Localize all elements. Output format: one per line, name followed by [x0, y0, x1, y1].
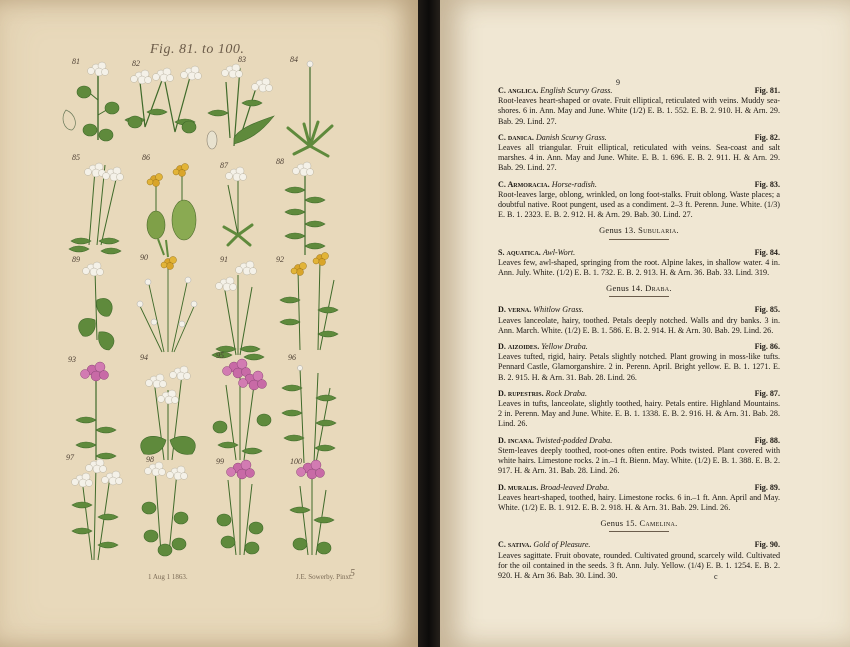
entry-title [498, 342, 588, 352]
entry-title [498, 86, 612, 96]
entry-description: Leaves few, awl-shaped, springing from the root. Alpine lakes, in shallow water. 4 in. Ann. July. White. (1/2) E. B. 1. 732. E. B. 2. 913. H. & Arn. 36. Bab. 33. Lind. 319. [498, 257, 780, 278]
figure-number: 82 [132, 59, 140, 68]
common-name: Awl-Wort. [542, 247, 576, 257]
common-name: Twisted-podded Draba. [535, 435, 613, 445]
entry-description: Leaves all triangular. Fruit elliptical, reticulated with veins. Sea-coast and salt marshes. 4 in. Ann. May and June. White. E. B. 1. 696. E. B. 2. 911. H. & Arn. 29. Bab. 29. Lind. 27. [498, 143, 780, 173]
genus-name: Subularia. [638, 226, 679, 236]
genus-heading-15 [498, 519, 780, 532]
entry-heading [498, 389, 780, 399]
genus-name: Camelina. [639, 519, 678, 529]
plate-date-caption: 1 Aug 1 1863. [148, 573, 188, 581]
plant-fig-99 [217, 460, 263, 555]
entries-camelina [498, 540, 780, 581]
figure-reference: Fig. 87. [754, 388, 780, 398]
common-name: Broad-leaved Draba. [540, 482, 610, 492]
entry-title [498, 305, 584, 315]
plant-fig-84 [288, 61, 332, 156]
figure-number: 94 [140, 353, 148, 362]
figure-number: 96 [288, 353, 296, 362]
plant-fig-81 [63, 62, 119, 141]
species-name: C. danica. [498, 132, 534, 142]
figure-number: 95 [216, 351, 224, 360]
entries-cochlearia [498, 86, 780, 220]
common-name: Gold of Pleasure. [533, 540, 591, 550]
figure-reference: Fig. 81. [754, 86, 780, 95]
plate-title: Fig. 81. to 100. [150, 42, 245, 57]
plant-fig-83 [207, 64, 274, 149]
species-name: C. sativa. [498, 540, 532, 550]
figure-number: 83 [238, 55, 246, 64]
figure-number: 88 [276, 157, 284, 166]
figure-number: 84 [290, 55, 298, 64]
figure-number: 86 [142, 153, 150, 162]
plant-fig-85 [69, 163, 124, 254]
species-entry [498, 483, 780, 514]
entry-description: Leaves lanceolate, hairy, toothed. Petals deeply notched. Walls and dry banks. 3 in. Ann. March. White. (1/2) E. B. 1. 586. E. B. 2. 914. H. & Arn. 30. Bab. 29. Lind. 26. [498, 315, 780, 335]
divider [609, 531, 669, 532]
figure-number: 98 [146, 455, 154, 464]
entry-heading [498, 180, 780, 190]
entry-heading [498, 248, 780, 258]
figure-reference: Fig. 86. [754, 342, 780, 352]
figure-reference: Fig. 88. [754, 435, 780, 445]
species-name: D. muralis. [498, 482, 539, 492]
plant-fig-92 [280, 253, 338, 351]
plant-fig-96 [282, 366, 336, 464]
plate-corner-mark: 5 [350, 568, 355, 579]
figure-reference: Fig. 90. [754, 540, 780, 550]
species-entry [498, 540, 780, 581]
figure-number: 90 [140, 253, 148, 262]
figure-reference: Fig. 84. [754, 247, 780, 257]
genus-heading-14 [498, 284, 780, 297]
figure-reference: Fig. 83. [754, 179, 780, 189]
entry-description: Leaves sagittate. Fruit obovate, rounded. Cultivated ground, scarcely wild. Cultivated for the oil contained in the seeds. 3 ft. Ann. July. Yellow. (1/4) E. B. 1. 1254. E. B. 2. 920. H. & Arn 36. Bab. 30. Lind. 30. [498, 550, 780, 580]
common-name: Danish Scurvy Grass. [535, 132, 607, 142]
entry-title [498, 483, 609, 493]
entry-heading [498, 436, 780, 446]
figure-reference: Fig. 89. [754, 482, 780, 492]
common-name: Rock Draba. [545, 388, 587, 398]
botanical-plate-illustration [0, 0, 418, 647]
book-gutter [418, 0, 442, 647]
species-name: C. Armoracia. [498, 179, 550, 189]
genus-heading-13 [498, 226, 780, 239]
genus-label: Genus 13. [599, 226, 636, 236]
divider [609, 296, 669, 297]
genus-name: Draba. [645, 284, 672, 294]
species-name: D. rupestris. [498, 388, 544, 398]
figure-reference: Fig. 85. [754, 305, 780, 315]
plant-fig-87 [224, 167, 252, 245]
common-name: Yellow Draba. [541, 342, 588, 352]
species-entry [498, 305, 780, 336]
entry-heading [498, 86, 780, 96]
plant-fig-88 [285, 162, 325, 255]
plant-fig-89 [79, 262, 114, 350]
signature-mark: c [714, 572, 718, 581]
entry-heading [498, 342, 780, 352]
figure-reference: Fig. 82. [754, 132, 780, 142]
plant-fig-86 [147, 164, 196, 258]
figure-number: 100 [290, 457, 302, 466]
entries-draba [498, 305, 780, 513]
figure-number: 93 [68, 355, 76, 364]
plant-fig-100 [290, 460, 334, 555]
entry-description: Leaves heart-shaped, toothed, hairy. Limestone rocks. 6 in.–1 ft. Ann. April and May. White. (1/2) E. B. 1. 912. E. B. 2. 918. H. & Arn. 31. Bab. 29. Lind. 26. [498, 492, 780, 512]
genus-label: Genus 15. [600, 519, 638, 529]
plant-fig-90 [137, 257, 197, 353]
figure-number: 85 [72, 153, 80, 162]
species-descriptions [498, 86, 780, 587]
entry-heading [498, 133, 780, 143]
plate-artist-caption: J.E. Sowerby. Pinxt. [296, 573, 353, 581]
entry-description: Root-leaves heart-shaped or ovate. Fruit elliptical, reticulated with veins. Muddy sea-shores. 6 in. Ann. May and June. White (1/2) E. B. 1. 552. E. B. 2. 910. H. & Arn. 29. Bab. 29. Lind. 27. [498, 96, 780, 126]
entry-heading [498, 483, 780, 493]
species-entry [498, 86, 780, 127]
species-entry [498, 133, 780, 174]
plate-page [0, 0, 418, 647]
plant-fig-95 [213, 359, 271, 460]
figure-number-labels [66, 55, 302, 466]
species-name: D. aizoides. [498, 342, 540, 352]
entries-subularia [498, 248, 780, 279]
entry-description: Stem-leaves deeply toothed, root-ones often entire. Pods twisted. Plant covered with white hairs. Limestone rocks. 2 in.–1 ft. Bienn. May. White. (1/2) E. B. 1. 388. E. B. 2. 917. H. & Arn. 31. Bab. 28. Lind. 26. [498, 445, 780, 476]
plant-fig-98 [142, 462, 188, 556]
plant-fig-91 [212, 261, 264, 360]
species-name: C. anglica. [498, 86, 539, 95]
plant-fig-97 [72, 459, 123, 560]
entry-title [498, 436, 612, 446]
species-entry [498, 389, 780, 430]
entry-description: Leaves tufted, rigid, hairy. Petals slightly notched. Plant growing in moss-like tufts. Pennard Castle, Glamorganshire. 2 in. Perenn. April. Bright yellow. E. B. 1. 1271. E. B. 2. 915. H. & Arn. 31. Bab. 28. Lind. 26. [498, 352, 780, 382]
page-number: 9 [616, 78, 620, 87]
plant-fig-82 [125, 66, 202, 133]
entry-description: Leaves in tufts, lanceolate, slightly toothed, hairy. Petals entire. Highland Mountains. 2 in. Perenn. May and June. White. E. B. 1. 1338. E. B. 2. 916. H. & Arn. 31. Bab. 28. Lind. 26. [498, 399, 780, 429]
entry-title [498, 540, 590, 550]
species-name: S. aquatica. [498, 247, 541, 257]
figure-number: 91 [220, 255, 228, 264]
divider [609, 239, 669, 240]
entry-title [498, 248, 575, 258]
figure-number: 97 [66, 453, 74, 462]
figure-number: 87 [220, 161, 228, 170]
entry-title [498, 180, 597, 190]
figure-number: 89 [72, 255, 80, 264]
species-entry [498, 180, 780, 221]
species-entry [498, 342, 780, 383]
species-entry [498, 436, 780, 477]
species-name: D. verna. [498, 305, 532, 315]
common-name: Horse-radish. [551, 179, 597, 189]
entry-heading [498, 305, 780, 315]
entry-title [498, 133, 607, 143]
entry-description: Root-leaves large, oblong, wrinkled, on long foot-stalks. Fruit oblong. Waste places; a doubtful native. Root pungent, used as a condiment. 2–3 ft. Perenn. June. White. (1/3) E. B. 1. 2323. E. B. 2. 912. H. & Arn. 29. Bab. 30. Lind. 27. [498, 189, 780, 220]
figure-number: 99 [216, 457, 224, 466]
common-name: English Scurvy Grass. [540, 86, 613, 95]
plant-fig-93 [76, 362, 116, 460]
common-name: Whitlow Grass. [533, 305, 584, 315]
genus-label: Genus 14. [606, 284, 643, 294]
figure-number: 81 [72, 57, 80, 66]
species-entry [498, 248, 780, 279]
species-name: D. incana. [498, 435, 534, 445]
plant-fig-94 [141, 366, 196, 460]
entry-heading [498, 540, 780, 550]
entry-title [498, 389, 587, 399]
figure-number: 92 [276, 255, 284, 264]
